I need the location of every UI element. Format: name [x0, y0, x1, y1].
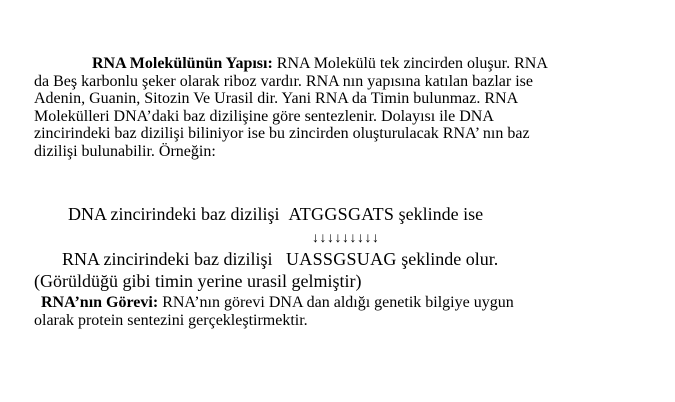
- function-paragraph: [34, 294, 634, 330]
- rna-label: RNA zincirindeki baz dizilişi: [62, 249, 273, 269]
- rna-suffix: şeklinde olur.: [401, 249, 499, 269]
- rna-example-line: [62, 248, 498, 270]
- structure-heading: RNA Molekülünün Yapısı:: [92, 55, 273, 72]
- function-line-2: olarak protein sentezini gerçekleştirmektir.: [34, 312, 308, 329]
- down-arrows-icon: ↓↓↓↓↓↓↓↓↓: [312, 231, 380, 246]
- dna-sequence: ATGGSGATS: [288, 204, 395, 224]
- structure-line-2: da Beş karbonlu şeker olarak riboz vardır. RNA nın yapısına katılan bazlar ise: [34, 72, 533, 90]
- example-note: (Görüldüğü gibi timin yerine urasil gelmiştir): [34, 271, 362, 291]
- dna-suffix: şeklinde ise: [398, 204, 484, 224]
- function-line-1: RNA’nın görevi DNA dan aldığı genetik bilgiye uygun: [158, 294, 514, 311]
- dna-example-line: [68, 203, 483, 225]
- rna-sequence: UASSGSUAG: [285, 249, 397, 269]
- structure-line-6: dizilişi bulunabilir. Örneğin:: [34, 142, 216, 160]
- structure-line-4: Molekülleri DNA’daki baz dizilişine göre sentezlenir. Dolayısı ile DNA: [34, 107, 494, 125]
- structure-line-5: zincirindeki baz dizilişi biliniyor ise bu zincirden oluşturulacak RNA’ nın baz: [34, 125, 530, 143]
- function-heading: RNA’nın Görevi:: [41, 294, 159, 311]
- structure-line-1: RNA Molekülü tek zincirden oluşur. RNA: [272, 55, 548, 72]
- structure-paragraph: [34, 55, 634, 161]
- structure-line-3: Adenin, Guanin, Sitozin Ve Urasil dir. Yani RNA da Timin bulunmaz. RNA: [34, 90, 519, 108]
- dna-label: DNA zincirindeki baz dizilişi: [68, 204, 280, 224]
